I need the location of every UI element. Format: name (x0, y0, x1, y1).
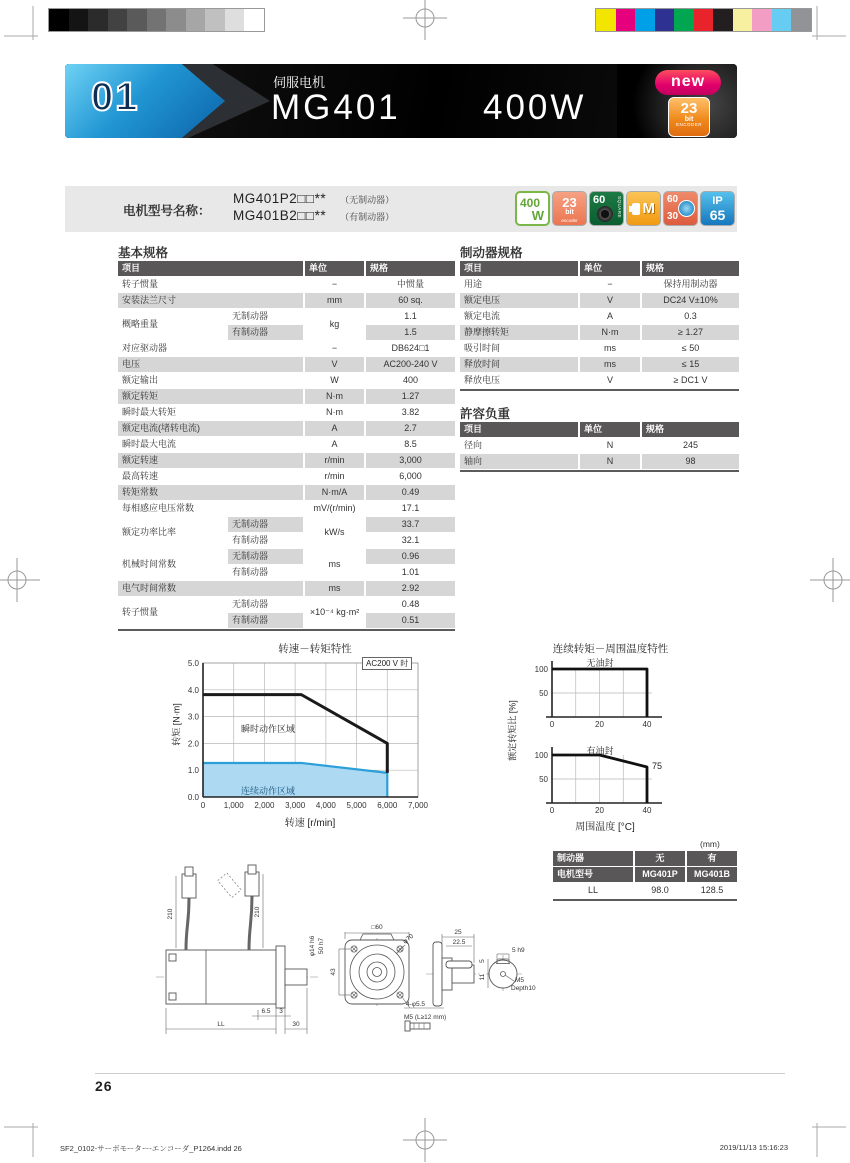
spec-item: 瞬时最大电流 (118, 437, 303, 453)
brake-specs-table (460, 261, 739, 391)
x-tick-label: 0 (549, 720, 555, 729)
badge-23bit-encoder (552, 191, 587, 226)
dim-label: M5 (515, 977, 525, 984)
y-tick-label: 50 (539, 775, 548, 784)
y-tick-label: 100 (534, 665, 548, 674)
table-row (118, 581, 455, 597)
spec-unit: − (303, 277, 364, 293)
table-row (118, 501, 455, 517)
spec-subitem: 无制动器 (226, 309, 303, 325)
connector (182, 874, 196, 898)
spec-item: 释放时间 (460, 357, 578, 373)
spec-value: 0.3 (640, 309, 739, 325)
col-header: 单位 (578, 422, 640, 438)
feature-badges (515, 191, 735, 226)
spec-unit: r/min (303, 453, 364, 469)
spec-subitem: 无制动器 (226, 597, 303, 613)
spec-value: 32.1 (364, 533, 455, 549)
color-cell (616, 9, 636, 31)
dim-label: 43 (330, 968, 337, 976)
dim-label: 210 (167, 908, 174, 920)
dim-value: 128.5 (685, 883, 737, 899)
spec-value: 3,000 (364, 453, 455, 469)
spec-item: 额定电流 (460, 309, 578, 325)
encoder-cable (186, 898, 189, 950)
badge-ip65-65: 65 (709, 207, 726, 223)
grayscale-cell (49, 9, 69, 31)
motor-body (166, 950, 276, 1004)
spec-subitem: 无制动器 (226, 517, 303, 533)
spec-subitem: 有制动器 (226, 533, 303, 549)
col-header: 项目 (460, 261, 578, 277)
spec-unit: − (578, 277, 640, 293)
spec-item: 最高转速 (118, 469, 303, 485)
dim-label: LL (217, 1021, 225, 1028)
spec-unit: A (578, 309, 640, 325)
shaft-end-view (489, 960, 517, 988)
x-tick-label: 4,000 (315, 801, 336, 810)
allowable-load-table (460, 422, 739, 472)
dim-header: 无 (633, 851, 685, 867)
spec-value: 中惯量 (364, 277, 455, 293)
spec-item: 释放电压 (460, 373, 578, 389)
table-row (118, 373, 455, 389)
end-value-label: 75 (652, 761, 663, 771)
connector-ghost (218, 873, 241, 898)
grayscale-cell (186, 9, 206, 31)
speed-torque-ylabel: 转矩 [N·m] (171, 703, 182, 746)
spec-item: 用途 (460, 277, 578, 293)
table-row (553, 883, 737, 899)
spec-value: 1.1 (364, 309, 455, 325)
with-oil-seal-label: 有油封 (586, 746, 614, 756)
badge-hm-letter: M (642, 200, 655, 217)
spec-value: 400 (364, 373, 455, 389)
badge-hm-connector (626, 191, 661, 226)
x-tick-label: 5,000 (346, 801, 367, 810)
col-header: 项目 (118, 261, 303, 277)
spec-unit: kW/s (303, 517, 364, 549)
table-row (460, 325, 739, 341)
spec-value: 保持用制动器 (640, 277, 739, 293)
model-name: MG401B2□□** (233, 208, 327, 223)
grayscale-cell (205, 9, 225, 31)
spec-value: 6,000 (364, 469, 455, 485)
footer-rule (95, 1073, 785, 1074)
header-banner (65, 64, 737, 138)
x-tick-label: 20 (595, 806, 604, 815)
table-row (118, 517, 455, 533)
spec-unit: − (303, 341, 364, 357)
spec-unit: kg (303, 309, 364, 341)
badge-60sq-value: 60 (593, 194, 606, 206)
color-cell (713, 9, 733, 31)
table-row (118, 389, 455, 405)
badge-6030-top: 60 (667, 194, 679, 205)
x-tick-label: 20 (595, 720, 604, 729)
continuous-region-label: 连续动作区域 (240, 786, 295, 796)
spec-value: DC24 V±10% (640, 293, 739, 309)
grayscale-cell (108, 9, 128, 31)
registration-mark-left (0, 558, 40, 602)
dim-label: 22.5 (452, 939, 466, 946)
table-row (460, 293, 739, 309)
color-cell (674, 9, 694, 31)
spec-value: ≤ 50 (640, 341, 739, 357)
grayscale-cell (147, 9, 167, 31)
motor-end-icon (597, 206, 613, 222)
dim-header: 有 (685, 851, 737, 867)
table-row (460, 309, 739, 325)
badge-ip65 (700, 191, 735, 226)
col-header: 规格 (640, 261, 739, 277)
spec-item: 每相感应电压常数 (118, 501, 303, 517)
y-tick-label: 50 (539, 689, 548, 698)
color-cell (733, 9, 753, 31)
table-row (118, 357, 455, 373)
table-row (460, 277, 739, 293)
spec-value: 8.5 (364, 437, 455, 453)
spec-item: 径向 (460, 438, 578, 454)
dim-label: M5 (L≥12 mm) (404, 1014, 447, 1021)
dim-item: LL (553, 883, 633, 899)
dim-label: 210 (254, 906, 261, 918)
spec-value: 3.82 (364, 405, 455, 421)
x-tick-label: 40 (642, 806, 652, 815)
table-row (118, 309, 455, 325)
no-oil-seal-label: 无油封 (586, 658, 614, 668)
table-row (118, 549, 455, 565)
model-name-bar (65, 186, 737, 232)
grayscale-cell (166, 9, 186, 31)
color-cell (694, 9, 714, 31)
power-title: 400W (483, 88, 587, 127)
spec-value: 60 sq. (364, 293, 455, 309)
spec-unit: A (303, 421, 364, 437)
spec-unit: ms (578, 341, 640, 357)
spec-item: 额定输出 (118, 373, 303, 389)
encoder-badge-encoder-label: ENCODER (675, 122, 702, 127)
temp-ylabel: 额定转矩比 [%] (507, 700, 518, 761)
model-title: MG401 (271, 88, 401, 127)
spec-value: 245 (640, 438, 739, 454)
encoder-badge-bit-label: bit (684, 116, 694, 123)
table-row (118, 453, 455, 469)
spec-unit: mm (303, 293, 364, 309)
dim-label: 50 h7 (318, 937, 325, 955)
dim-label: 25 (454, 929, 462, 936)
shaft (285, 969, 307, 985)
dimension-table (553, 851, 737, 901)
spec-item: 电气时间常数 (118, 581, 303, 597)
table-row (118, 437, 455, 453)
spec-item: 对应驱动器 (118, 341, 303, 357)
model-name-label: 电机型号名称： (123, 204, 211, 218)
table-row (118, 341, 455, 357)
spec-unit: N (578, 438, 640, 454)
col-header: 规格 (364, 261, 455, 277)
encoder-badge-bits: 23 (680, 100, 698, 117)
spec-unit: N (578, 454, 640, 470)
x-tick-label: 3,000 (285, 801, 306, 810)
x-tick-label: 6,000 (377, 801, 398, 810)
new-badge: new (655, 70, 721, 95)
dim-label: 30 (292, 1021, 300, 1028)
spec-item: 机械时间常数 (118, 549, 226, 581)
spec-unit: mV/(r/min) (303, 501, 364, 517)
spec-subitem: 无制动器 (226, 549, 303, 565)
spec-value: DB624□1 (364, 341, 455, 357)
dim-header: 制动器 (553, 851, 633, 867)
dim-model: MG401B (685, 867, 737, 883)
table-row (118, 469, 455, 485)
dim-label: φ14 h6 (309, 935, 316, 957)
spec-unit: A (303, 437, 364, 453)
spec-value: 33.7 (364, 517, 455, 533)
spec-value: 0.48 (364, 597, 455, 613)
spec-unit: N·m (303, 405, 364, 421)
spec-item: 概略重量 (118, 309, 226, 341)
spec-value: 2.92 (364, 581, 455, 597)
spec-item: 转子惯量 (118, 597, 226, 629)
speed-torque-xlabel: 转速 [r/min] (284, 818, 336, 829)
badge-6030-bottom: 30 (667, 211, 679, 222)
dim-label: 5 h9 (512, 947, 525, 954)
temp-xlabel: 周围温度 [°C] (575, 822, 635, 833)
table-row (118, 405, 455, 421)
badge-ip65-ip: IP (712, 195, 723, 207)
speed-torque-chart-title: 转速－转矩特性 (278, 643, 352, 655)
y-tick-label: 1.0 (187, 766, 199, 776)
color-cell (596, 9, 616, 31)
color-cell (772, 9, 792, 31)
color-cell (655, 9, 675, 31)
spec-value: 2.7 (364, 421, 455, 437)
spec-unit: ms (303, 581, 364, 597)
col-header: 项目 (460, 422, 578, 438)
badge-23bit-encoder-label: encoder (561, 218, 578, 223)
spec-value: 0.49 (364, 485, 455, 501)
spec-value: 1.27 (364, 389, 455, 405)
category-label: 伺服电机 (273, 75, 326, 90)
spec-item: 电压 (118, 357, 303, 373)
motor-cable (249, 896, 252, 950)
registration-mark-bottom (403, 1118, 447, 1162)
table-row (460, 454, 739, 470)
table-row (118, 597, 455, 613)
x-tick-label: 0 (549, 806, 555, 815)
dim-unit-note: (mm) (700, 839, 720, 849)
spec-unit: V (578, 373, 640, 389)
col-header: 单位 (303, 261, 364, 277)
dim-header: 电机型号 (553, 867, 633, 883)
table-row (460, 341, 739, 357)
y-tick-label: 2.0 (187, 739, 199, 749)
badge-23bit-bit: bit (565, 209, 574, 216)
dim-label: 3 (279, 1008, 283, 1015)
table-row (460, 357, 739, 373)
dimension-drawing (108, 862, 538, 1057)
spec-unit: V (303, 357, 364, 373)
badge-23bit-value: 23 (562, 195, 577, 210)
y-tick-label: 4.0 (187, 685, 199, 695)
dim-label: 5 (479, 959, 486, 963)
x-tick-label: 1,000 (223, 801, 244, 810)
spec-unit: V (578, 293, 640, 309)
grayscale-cell (127, 9, 147, 31)
spec-unit: ×10⁻⁴ kg·m² (303, 597, 364, 629)
spec-value: 17.1 (364, 501, 455, 517)
y-tick-label: 5.0 (187, 659, 199, 668)
grayscale-cell (69, 9, 89, 31)
badge-400w (515, 191, 550, 226)
grayscale-cell (244, 9, 264, 31)
grayscale-calibration-strip (48, 8, 265, 32)
spec-value: 1.01 (364, 565, 455, 581)
spec-value: ≥ 1.27 (640, 325, 739, 341)
temp-chart-title: 连续转矩－周围温度特性 (552, 643, 669, 655)
spec-item: 静摩擦转矩 (460, 325, 578, 341)
table-row (118, 293, 455, 309)
grayscale-cell (88, 9, 108, 31)
temperature-chart (512, 655, 712, 827)
spec-unit: ms (578, 357, 640, 373)
spec-item: 安装法兰尺寸 (118, 293, 303, 309)
plug-icon (632, 203, 640, 215)
footer-datetime: 2019/11/13 15:16:23 (719, 1143, 788, 1152)
registration-mark-top (403, 0, 447, 40)
model-row-with-brake (233, 208, 394, 223)
table-row (460, 438, 739, 454)
basic-specs-title: 基本规格 (118, 246, 169, 260)
footer-file-info: SF2_0102-サーボモーター-エンコーダ_P1264.indd 26 (60, 1144, 242, 1153)
spec-value: 1.5 (364, 325, 455, 341)
spec-item: 额定电流(堵转电流) (118, 421, 303, 437)
dim-label: 11 (479, 973, 486, 981)
connector (245, 872, 259, 896)
spec-unit: ms (303, 549, 364, 581)
color-cell (752, 9, 772, 31)
x-tick-label: 40 (642, 720, 652, 729)
dim-label: Depth10 (511, 985, 536, 992)
model-name: MG401P2□□** (233, 191, 327, 206)
voltage-annotation: AC200 V 时 (362, 657, 412, 670)
spec-item: 吸引时间 (460, 341, 578, 357)
spec-unit: N·m (303, 389, 364, 405)
spec-item: 额定转矩 (118, 389, 303, 405)
spec-value: ≤ 15 (640, 357, 739, 373)
speed-torque-chart (163, 655, 448, 827)
spec-subitem: 有制动器 (226, 613, 303, 629)
spec-subitem: 有制动器 (226, 565, 303, 581)
model-note: （无制动器） (340, 195, 395, 205)
y-tick-label: 0.0 (187, 793, 199, 802)
dim-label: 6.5 (261, 1008, 271, 1015)
spec-item: 轴向 (460, 454, 578, 470)
color-cell (635, 9, 655, 31)
basic-specs-table (118, 261, 455, 631)
spec-unit: W (303, 373, 364, 389)
dim-label: φ70 (401, 932, 416, 946)
spec-value: 0.96 (364, 549, 455, 565)
page-number: 26 (95, 1078, 113, 1094)
dim-label: □60 (371, 924, 383, 931)
x-tick-label: 2,000 (254, 801, 275, 810)
y-tick-label: 100 (534, 751, 548, 760)
badge-400w-value: 400 (520, 196, 541, 210)
flange (276, 946, 285, 1008)
model-note: （有制动器） (340, 212, 395, 222)
spec-unit: N·m/A (303, 485, 364, 501)
spec-item: 额定电压 (460, 293, 578, 309)
color-calibration-strip (595, 8, 812, 32)
registration-mark-right (810, 558, 850, 602)
spec-item: 瞬时最大转矩 (118, 405, 303, 421)
encoder-badge (668, 97, 710, 137)
badge-400w-unit: W (531, 208, 544, 223)
spec-unit: r/min (303, 469, 364, 485)
col-header: 单位 (578, 261, 640, 277)
color-cell (791, 9, 811, 31)
instantaneous-region-label: 瞬时动作区域 (240, 724, 295, 734)
spec-item: 额定转速 (118, 453, 303, 469)
grayscale-cell (225, 9, 245, 31)
spec-subitem: 有制动器 (226, 325, 303, 341)
col-header: 规格 (640, 422, 739, 438)
model-row-no-brake (233, 191, 394, 206)
spec-item: 额定功率比率 (118, 517, 226, 549)
spec-item: 转子惯量 (118, 277, 303, 293)
table-row (118, 277, 455, 293)
y-tick-label: 3.0 (187, 712, 199, 722)
globe-icon (678, 200, 695, 217)
spec-value: 98 (640, 454, 739, 470)
badge-60sq-square-label: SQUARE (617, 196, 622, 219)
badge-60-30 (663, 191, 698, 226)
chapter-number: 01 (91, 75, 140, 119)
brake-specs-title: 制动器规格 (460, 246, 523, 260)
table-row (118, 421, 455, 437)
x-tick-label: 0 (200, 801, 206, 810)
badge-60-square (589, 191, 624, 226)
spec-value: 0.51 (364, 613, 455, 629)
dim-model: MG401P (633, 867, 685, 883)
allowable-load-title: 許容负重 (460, 407, 511, 421)
x-tick-label: 7,000 (407, 801, 429, 810)
spec-value: ≥ DC1 V (640, 373, 739, 389)
table-row (460, 373, 739, 389)
spec-value: AC200-240 V (364, 357, 455, 373)
spec-item: 转矩常数 (118, 485, 303, 501)
dim-label: 4-φ5.5 (406, 1001, 426, 1008)
table-row (118, 485, 455, 501)
dim-value: 98.0 (633, 883, 685, 899)
spec-unit: N·m (578, 325, 640, 341)
